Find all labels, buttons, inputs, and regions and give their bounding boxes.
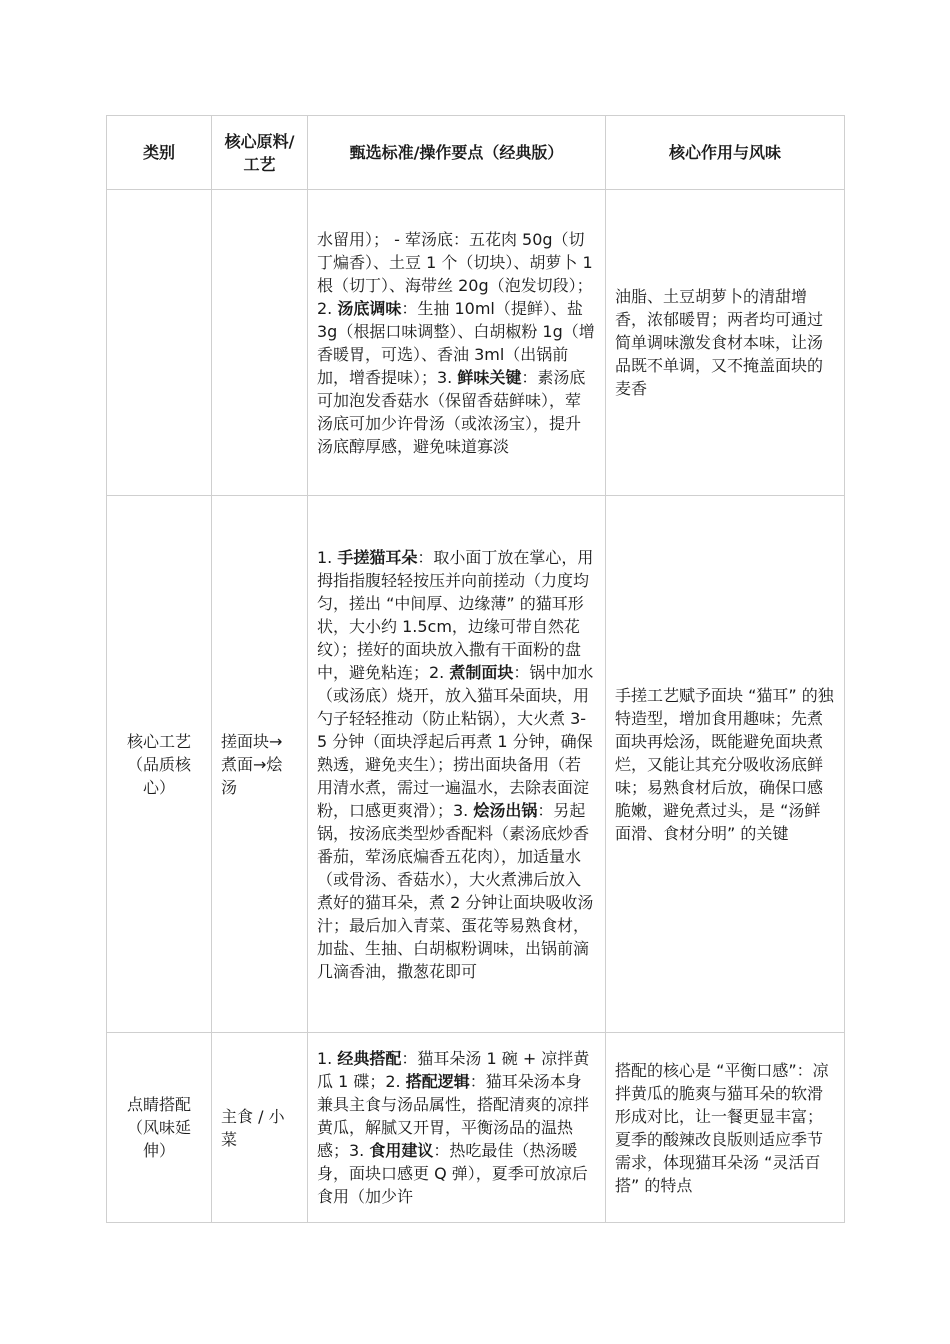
- text-run: ：热吃最佳（热汤暖身，面块口感更 Q 弹），夏季可放凉后食用（加少许: [317, 1141, 588, 1206]
- bold-keyword: 汤底调味: [337, 298, 402, 318]
- text-run: ：猫耳朵汤本身兼具主食与汤品属性，搭配清爽的凉拌黄瓜，解腻又开胃，平衡汤品的温热感；3.: [317, 1072, 590, 1160]
- text-run: ：素汤底可加泡发香菇水（保留香菇鲜味），荤汤底可加少许骨汤（或浓汤宝），提升汤底醇厚感，避免味道寡淡: [317, 367, 586, 456]
- row-ingredient-cell: 主食 / 小菜: [212, 1033, 308, 1223]
- text-run: 水留用）； - 荤汤底：五花肉 50g（切丁煸香）、土豆 1 个（切块）、胡萝卜 1 根（切丁）、海带丝 20g（泡发切段）；2.: [317, 229, 593, 318]
- standard-text: [317, 546, 596, 983]
- effect-text: 搭配的核心是 “平衡口感”：凉拌黄瓜的脆爽与猫耳朵的软滑形成对比，让一餐更显丰富；夏季的酸辣改良版则适应季节需求，体现猫耳朵汤 “灵活百搭” 的特点: [615, 1060, 829, 1195]
- text-run: ：另起锅，按汤底类型炒香配料（素汤底炒香番茄，荤汤底煸香五花肉），加适量水（或骨汤、香菇水），大火煮沸后放入煮好的猫耳朵，煮 2 分钟让面块吸收汤汁；最后加入青菜、蛋花等易熟食材，加盐、生抽、白胡椒粉调味，出锅前滴几滴香油，撒葱花即可: [317, 800, 594, 981]
- effect-text: 油脂、土豆胡萝卜的清甜增香，浓郁暖胃；两者均可通过简单调味激发食材本味，让汤品既不单调，又不掩盖面块的麦香: [615, 287, 824, 398]
- row-effect-cell: [606, 190, 845, 496]
- row-standard-cell: [308, 190, 606, 496]
- header-ingredient: 核心原料/工艺: [212, 116, 308, 190]
- bold-keyword: 烩汤出锅: [473, 800, 538, 820]
- text-run: ：取小面丁放在掌心，用拇指指腹轻轻按压并向前搓动（力度均匀，搓出 “中间厚、边缘薄” 的猫耳形状，大小约 1.5cm，边缘可带自然花纹）；搓好的面块放入撒有干面粉的盘中，避免粘连；2.: [317, 547, 594, 682]
- table-row: [107, 1033, 845, 1223]
- table-row: [107, 190, 845, 496]
- header-category: 类别: [107, 116, 212, 190]
- text-run: 1.: [317, 547, 338, 567]
- text-run: ：锅中加水（或汤底）烧开，放入猫耳朵面块，用勺子轻轻推动（防止粘锅），大火煮 3-5 分钟（面块浮起后再煮 1 分钟，确保熟透，避免夹生）；捞出面块备用（若用清水煮，需过一遍温水，去除表面淀粉，口感更爽滑）；3.: [317, 662, 594, 820]
- row-category-cell: [107, 190, 212, 496]
- row-standard-cell: [308, 496, 606, 1033]
- effect-text: 手搓工艺赋予面块 “猫耳” 的独特造型，增加食用趣味；先煮面块再烩汤，既能避免面块煮烂，又能让其充分吸收汤底鲜味；易熟食材后放，确保口感脆嫩，避免煮过头，是 “汤鲜面滑、食材分明” 的关键: [615, 685, 834, 843]
- header-effect: 核心作用与风味: [606, 116, 845, 190]
- bold-keyword: 鲜味关键: [457, 367, 522, 387]
- row-ingredient-cell: [212, 190, 308, 496]
- bold-keyword: 手搓猫耳朵: [337, 547, 418, 567]
- standard-text: [317, 228, 596, 458]
- table-header-row: [107, 116, 845, 190]
- bold-keyword: 食用建议: [369, 1141, 434, 1160]
- row-standard-cell: [308, 1033, 606, 1223]
- text-run: ：生抽 10ml（提鲜）、盐 3g（根据口味调整）、白胡椒粉 1g（增香暖胃，可选）、香油 3ml（出锅前加，增香提味）；3.: [317, 298, 595, 387]
- text-run: 1.: [317, 1049, 338, 1068]
- row-category-cell: 点睛搭配（风味延伸）: [107, 1033, 212, 1223]
- row-ingredient-cell: 搓面块→煮面→烩汤: [212, 496, 308, 1033]
- bold-keyword: 搭配逻辑: [405, 1072, 470, 1091]
- recipe-table: [106, 115, 845, 1223]
- row-category-cell: 核心工艺（品质核心）: [107, 496, 212, 1033]
- row-effect-cell: [606, 1033, 845, 1223]
- bold-keyword: 经典搭配: [337, 1049, 402, 1068]
- standard-text: [317, 1047, 596, 1208]
- header-standard: 甄选标准/操作要点（经典版）: [308, 116, 606, 190]
- table-row: [107, 496, 845, 1033]
- row-effect-cell: [606, 496, 845, 1033]
- bold-keyword: 煮制面块: [449, 662, 514, 682]
- text-run: ：猫耳朵汤 1 碗 + 凉拌黄瓜 1 碟；2.: [317, 1049, 590, 1091]
